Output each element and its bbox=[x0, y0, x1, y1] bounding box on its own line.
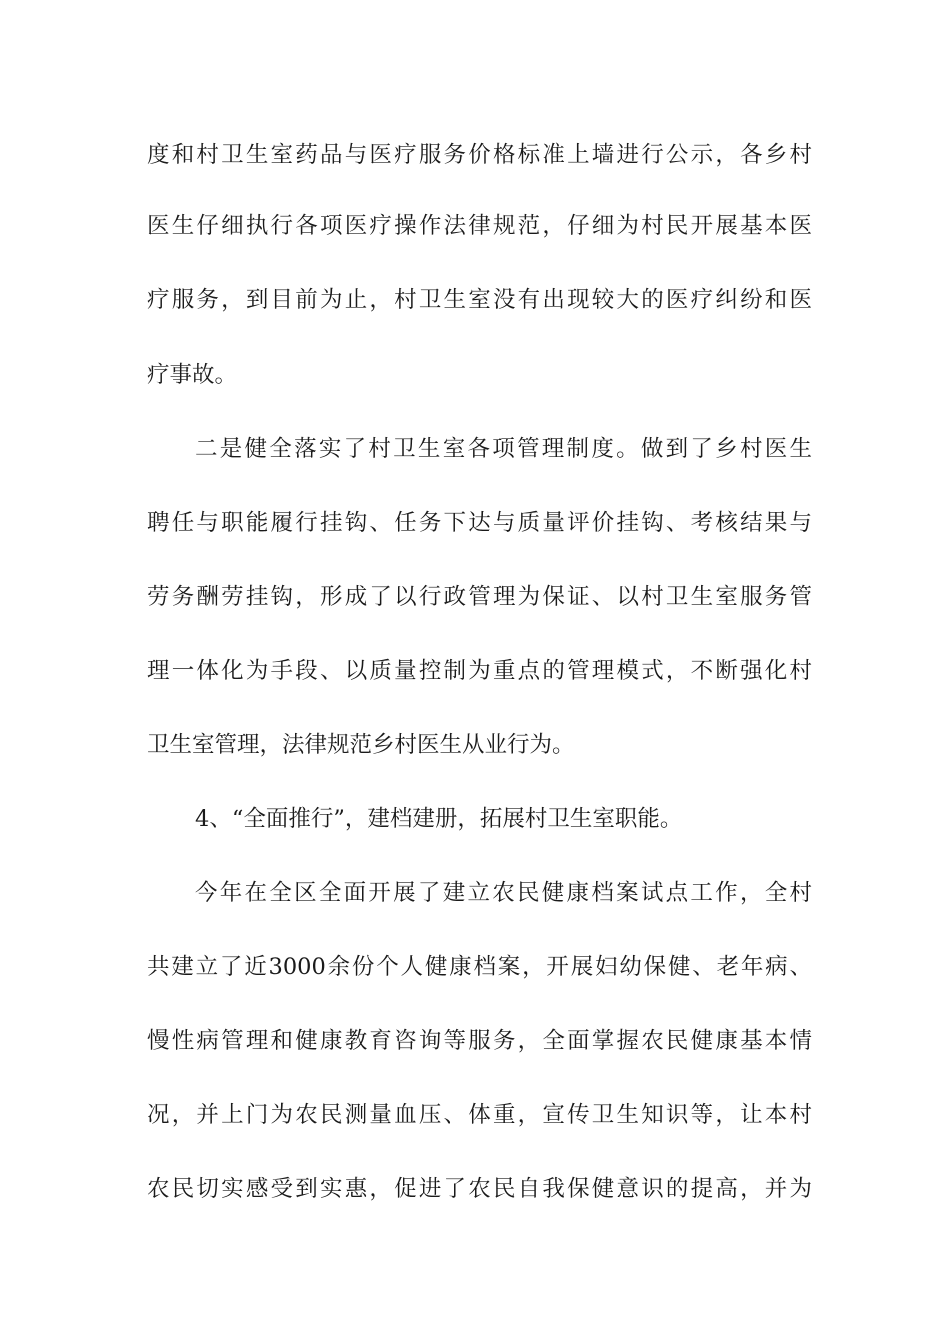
text-line: 疗事故。 bbox=[147, 362, 238, 388]
text-line: 医生仔细执行各项医疗操作法律规范，仔细为村民开展基本医 bbox=[147, 213, 812, 239]
section-heading: 4、“全面推行”，建档建册，拓展村卫生室职能。 bbox=[195, 806, 683, 832]
text-line: 劳务酬劳挂钩，形成了以行政管理为保证、以村卫生室服务管 bbox=[147, 584, 812, 610]
paragraph-first-line: 二是健全落实了村卫生室各项管理制度。做到了乡村医生 bbox=[195, 436, 812, 462]
text-line: 理一体化为手段、以质量控制为重点的管理模式，不断强化村 bbox=[147, 658, 812, 684]
text-line: 聘任与职能履行挂钩、任务下达与质量评价挂钩、考核结果与 bbox=[147, 510, 812, 536]
text-line: 疗服务，到目前为止，村卫生室没有出现较大的医疗纠纷和医 bbox=[147, 287, 812, 313]
text-line: 卫生室管理，法律规范乡村医生从业行为。 bbox=[147, 732, 575, 758]
text-line: 况，并上门为农民测量血压、体重，宣传卫生知识等，让本村 bbox=[147, 1102, 812, 1128]
text-line: 农民切实感受到实惠，促进了农民自我保健意识的提高，并为 bbox=[147, 1176, 812, 1202]
text-line: 度和村卫生室药品与医疗服务价格标准上墙进行公示，各乡村 bbox=[147, 142, 812, 168]
paragraph-first-line: 今年在全区全面开展了建立农民健康档案试点工作，全村 bbox=[195, 880, 812, 906]
text-line: 慢性病管理和健康教育咨询等服务，全面掌握农民健康基本情 bbox=[147, 1028, 812, 1054]
text-line: 共建立了近3000余份个人健康档案，开展妇幼保健、老年病、 bbox=[147, 954, 812, 980]
